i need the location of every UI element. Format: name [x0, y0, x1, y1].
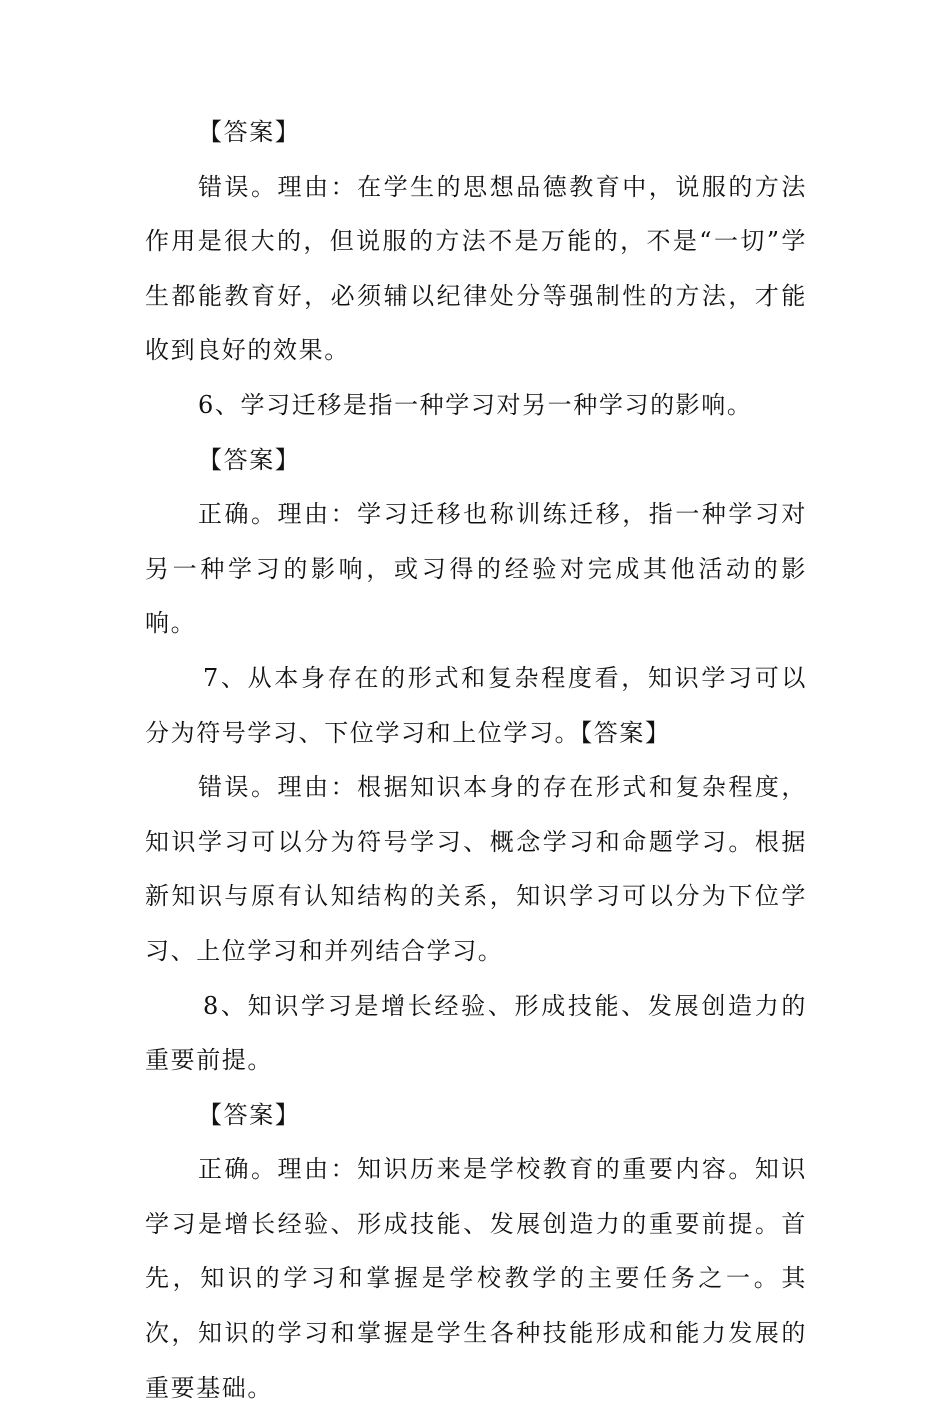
- question-6: 6、学习迁移是指一种学习对另一种学习的影响。: [198, 390, 753, 419]
- answer-label: 【答案】: [198, 445, 301, 474]
- question-8: 8、知识学习是增长经验、形成技能、发展创造力的重要前提。: [145, 991, 807, 1075]
- answer-label: 【答案】: [198, 118, 301, 146]
- answer-text: 错误。理由：根据知识本身的存在形式和复杂程度，知识学习可以分为符号学习、概念学习和命题学习。根据新知识与原有认知结构的关系，知识学习可以分为下位学习、上位学习和并列结合学习。: [145, 773, 807, 965]
- question-7: 7、从本身存在的形式和复杂程度看，知识学习可以分为符号学习、下位学习和上位学习。【答案】: [145, 663, 807, 747]
- answer-text: 正确。理由：知识历来是学校教育的重要内容。知识学习是增长经验、形成技能、发展创造力的重要前提。首先，知识的学习和掌握是学校教学的主要任务之一。其次，知识的学习和掌握是学生各种技能形成和能力发展的重要基础。: [145, 1155, 807, 1402]
- answer-text: 正确。理由：学习迁移也称训练迁移，指一种学习对另一种学习的影响，或习得的经验对完成其他活动的影响。: [145, 500, 807, 638]
- answer-label: 【答案】: [198, 1100, 301, 1129]
- document-body: [145, 105, 807, 1415]
- answer-text: 错误。理由：在学生的思想品德教育中，说服的方法作用是很大的，但说服的方法不是万能的，不是“一切”学生都能教育好，必须辅以纪律处分等强制性的方法，才能收到良好的效果。: [145, 172, 807, 365]
